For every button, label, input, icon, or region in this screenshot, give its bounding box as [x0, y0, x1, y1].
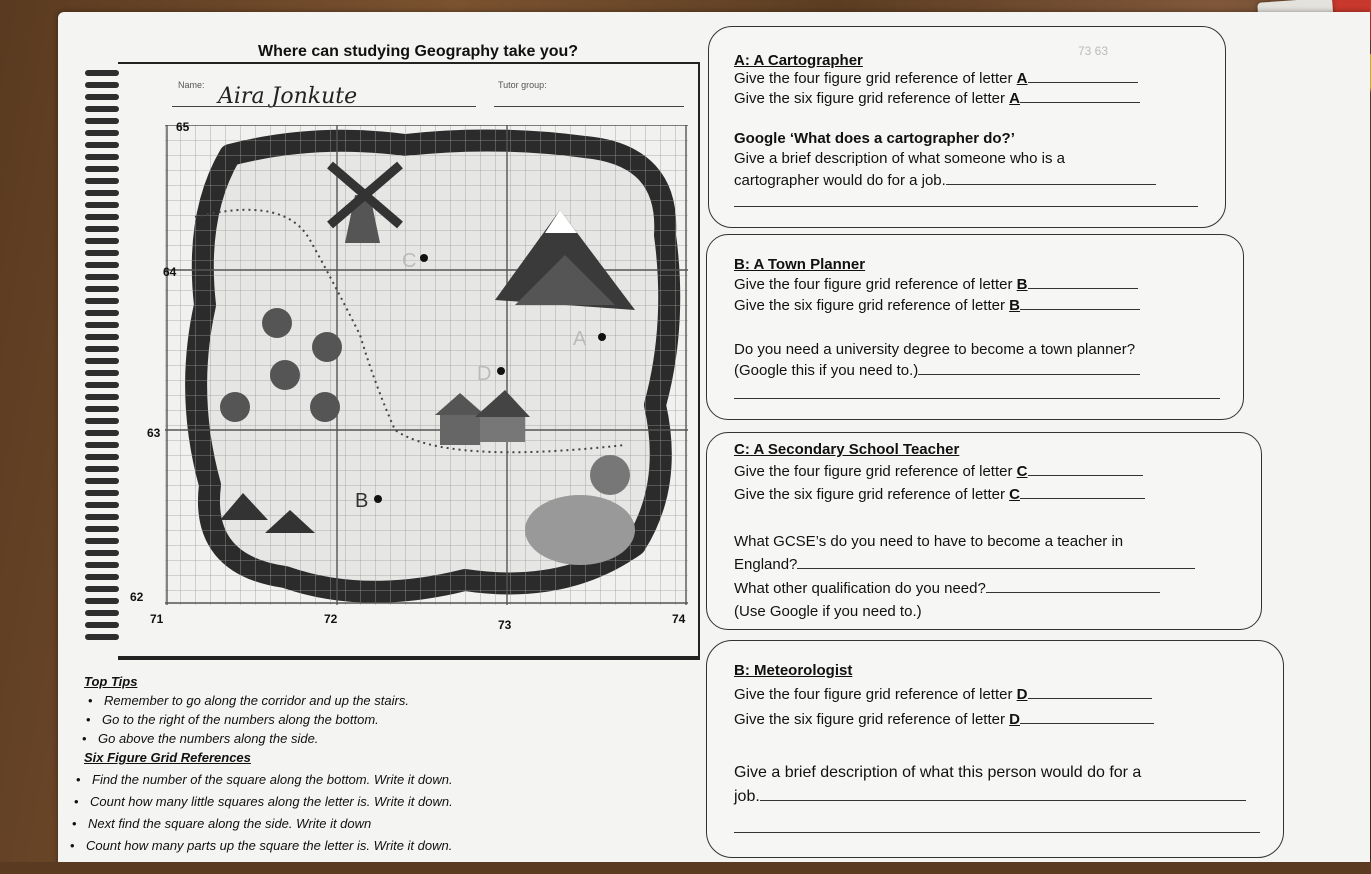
list-item: • Next find the square along the side. Write it down — [88, 814, 704, 833]
section-c-q4: What other qualification do you need? — [734, 580, 1160, 597]
spiral-ring — [85, 394, 119, 400]
spiral-ring — [85, 262, 119, 268]
section-c-q5: (Use Google if you need to.) — [734, 603, 922, 620]
section-a-q4b: cartographer would do for a job. — [734, 172, 1156, 189]
spiral-ring — [85, 238, 119, 244]
spiral-ring — [85, 550, 119, 556]
list-item: • Go above the numbers along the side. — [98, 729, 704, 748]
answer-line[interactable] — [760, 799, 1246, 801]
list-item: • Remember to go along the corridor and up the stairs. — [104, 691, 704, 710]
spiral-binding — [85, 70, 121, 650]
answer-line[interactable] — [734, 206, 1198, 207]
spiral-ring — [85, 358, 119, 364]
spiral-ring — [85, 598, 119, 604]
table-edge — [0, 862, 1371, 874]
section-c-q3b: England? — [734, 556, 1195, 573]
y-axis-label: 63 — [147, 426, 161, 440]
tips-section — [84, 672, 704, 855]
spiral-ring — [85, 382, 119, 388]
spiral-ring — [85, 370, 119, 376]
spiral-ring — [85, 130, 119, 136]
list-item: • Count how many parts up the square the letter is. Write it down. — [86, 836, 704, 855]
x-axis-label: 71 — [150, 612, 164, 626]
section-c-box — [706, 432, 1262, 630]
spiral-ring — [85, 322, 119, 328]
svg-text:C: C — [402, 250, 417, 272]
list-item: • Go to the right of the numbers along the bottom. — [102, 710, 704, 729]
section-c-q3a: What GCSE’s do you need to have to become a teacher in — [734, 533, 1124, 550]
spiral-ring — [85, 94, 119, 100]
y-axis-label: 65 — [176, 120, 190, 134]
answer-line[interactable] — [1020, 497, 1145, 499]
spiral-ring — [85, 406, 119, 412]
spiral-ring — [85, 250, 119, 256]
answer-line[interactable] — [1028, 474, 1143, 476]
spiral-ring — [85, 622, 119, 628]
spiral-ring — [85, 478, 119, 484]
x-axis-label: 72 — [324, 612, 338, 626]
x-axis-label: 73 — [498, 618, 512, 632]
svg-text:D: D — [477, 363, 492, 385]
spiral-ring — [85, 562, 119, 568]
section-b-q2: Give the six figure grid reference of letter B — [734, 297, 1140, 314]
section-c-q1: Give the four figure grid reference of letter C — [734, 463, 1143, 480]
section-d-q3a: Give a brief description of what this person would do for a — [734, 764, 1142, 781]
section-d-q1: Give the four figure grid reference of letter D — [734, 686, 1152, 703]
spiral-ring — [85, 610, 119, 616]
spiral-ring — [85, 418, 119, 424]
spiral-ring — [85, 514, 119, 520]
section-a-heading: A: A Cartographer — [734, 52, 863, 69]
spiral-ring — [85, 154, 119, 160]
spiral-ring — [85, 166, 119, 172]
spiral-ring — [85, 586, 119, 592]
top-tips-list — [84, 691, 704, 748]
spiral-ring — [85, 286, 119, 292]
spiral-ring — [85, 274, 119, 280]
spiral-ring — [85, 202, 119, 208]
svg-text:B: B — [355, 490, 369, 512]
y-axis-label: 62 — [130, 590, 144, 604]
spiral-ring — [85, 526, 119, 532]
spiral-ring — [85, 430, 119, 436]
answer-line[interactable] — [986, 591, 1160, 593]
spiral-ring — [85, 334, 119, 340]
answer-line[interactable] — [734, 398, 1220, 399]
list-item: • Count how many little squares along the letter is. Write it down. — [90, 792, 704, 811]
answer-line[interactable] — [1028, 81, 1138, 83]
spiral-ring — [85, 226, 119, 232]
section-a-q3: Google ‘What does a cartographer do?’ — [734, 130, 1015, 147]
spiral-ring — [85, 454, 119, 460]
spiral-ring — [85, 298, 119, 304]
spiral-ring — [85, 118, 119, 124]
spiral-ring — [85, 106, 119, 112]
answer-line[interactable] — [1028, 287, 1138, 289]
x-axis-label: 74 — [672, 612, 686, 626]
spiral-ring — [85, 442, 119, 448]
section-d-heading: B: Meteorologist — [734, 662, 853, 679]
name-value: Aira Jonkute — [218, 84, 358, 109]
six-figure-heading: Six Figure Grid References — [84, 750, 251, 765]
answer-line[interactable] — [918, 373, 1140, 375]
section-a-q4a: Give a brief description of what someone who is a — [734, 150, 1066, 167]
spiral-ring — [85, 466, 119, 472]
section-b-q1: Give the four figure grid reference of letter B — [734, 276, 1138, 293]
spiral-ring — [85, 502, 119, 508]
section-d-q2: Give the six figure grid reference of letter D — [734, 711, 1154, 728]
spiral-ring — [85, 490, 119, 496]
answer-line[interactable] — [946, 183, 1156, 185]
spiral-ring — [85, 310, 119, 316]
answer-line[interactable] — [734, 832, 1260, 833]
spiral-ring — [85, 142, 119, 148]
section-a-q2: Give the six figure grid reference of letter A — [734, 90, 1140, 107]
section-c-q2: Give the six figure grid reference of letter C — [734, 486, 1145, 503]
spiral-ring — [85, 70, 119, 76]
answer-line[interactable] — [1020, 308, 1140, 310]
y-axis-label: 64 — [163, 265, 177, 279]
list-item: • Find the number of the square along the bottom. Write it down. — [92, 770, 704, 789]
answer-line[interactable] — [1020, 101, 1140, 103]
section-c-heading: C: A Secondary School Teacher — [734, 441, 960, 458]
worksheet-title: Where can studying Geography take you? — [258, 43, 579, 60]
section-b-q4: (Google this if you need to.) — [734, 362, 1140, 379]
top-tips-heading: Top Tips — [84, 674, 138, 689]
section-b-heading: B: A Town Planner — [734, 256, 866, 273]
spiral-ring — [85, 214, 119, 220]
pencil-note: 73 63 — [1078, 44, 1109, 58]
section-a-q1: Give the four figure grid reference of letter A — [734, 70, 1138, 87]
spiral-ring — [85, 82, 119, 88]
section-d-q3b: job. — [734, 788, 1246, 806]
spiral-ring — [85, 634, 119, 640]
name-label: Name: — [178, 80, 205, 90]
answer-line[interactable] — [797, 567, 1195, 569]
spiral-ring — [85, 346, 119, 352]
treasure-map — [165, 125, 688, 605]
answer-line[interactable] — [1028, 697, 1152, 699]
spiral-ring — [85, 178, 119, 184]
svg-text:A: A — [573, 328, 587, 350]
spiral-ring — [85, 538, 119, 544]
answer-line[interactable] — [1020, 722, 1154, 724]
six-figure-list — [84, 770, 704, 855]
spiral-ring — [85, 574, 119, 580]
tutor-group-label: Tutor group: — [498, 80, 547, 90]
spiral-ring — [85, 190, 119, 196]
section-b-q3: Do you need a university degree to become a town planner? — [734, 341, 1136, 358]
